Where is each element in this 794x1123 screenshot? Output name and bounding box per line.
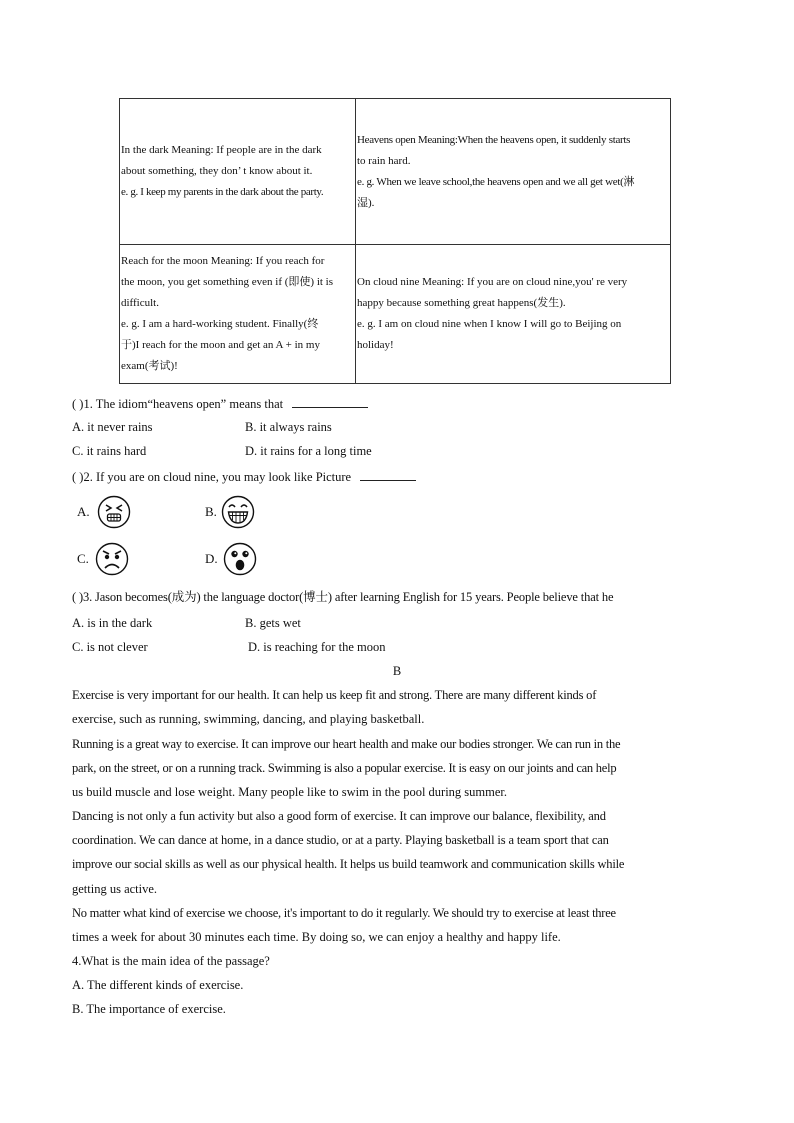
answer-blank — [360, 468, 416, 481]
cell-line: happy because something great happens(发生). — [357, 297, 566, 309]
passage-line: getting us active. — [72, 882, 158, 896]
idiom-cell-heavens-open — [356, 99, 671, 245]
passage-line: improve our social skills as well as our physical health. It helps us build teamwork and communication skills while — [72, 857, 625, 871]
q2-option-c-label: C. — [77, 551, 89, 566]
q1-option-a: A. it never rains — [72, 420, 153, 434]
cell-line: e. g. I am on cloud nine when I know I will go to Beijing on — [357, 318, 622, 330]
q1-option-d: D. it rains for a long time — [245, 444, 372, 458]
passage-line: park, on the street, or on a running track. Swimming is also a popular exercise. It is easy on our joints and can help — [72, 761, 617, 775]
q3-option-a: A. is in the dark — [72, 616, 153, 630]
q1-option-b: B. it always rains — [245, 420, 332, 434]
question-3-stem: ( )3. Jason becomes(成为) the language doctor(博士) after learning English for 15 years. People believe that he — [72, 590, 614, 604]
cell-line: e. g. I am a hard-working student. Finally(终 — [121, 318, 319, 330]
question-2 — [72, 468, 416, 485]
cell-line: e. g. When we leave school,the heavens open and we all get wet(淋 — [357, 175, 635, 188]
squinting-face-icon — [97, 495, 131, 529]
q4-option-a: A. The different kinds of exercise. — [72, 978, 244, 992]
cell-line: In the dark Meaning: If people are in the dark — [121, 144, 322, 156]
shocked-face-icon — [223, 542, 257, 576]
cell-line: Reach for the moon Meaning: If you reach for — [121, 255, 325, 267]
answer-blank — [292, 395, 368, 408]
passage-line: Exercise is very important for our health. It can help us keep fit and strong. There are many different kinds of — [72, 688, 597, 702]
question-4-stem: 4.What is the main idea of the passage? — [72, 954, 270, 968]
q2-option-b-label: B. — [205, 504, 217, 519]
cell-line: exam(考试)! — [121, 360, 178, 372]
q2-option-a-label: A. — [77, 504, 90, 519]
cell-line: 湿). — [357, 196, 375, 209]
cell-line: about something, they don’ t know about it. — [121, 165, 313, 177]
q3-option-d: D. is reaching for the moon — [248, 640, 386, 654]
q3-option-b: B. gets wet — [245, 616, 301, 630]
question-3 — [72, 589, 613, 605]
cell-line: Heavens open Meaning:When the heavens open, it suddenly starts — [357, 133, 631, 146]
passage-line: times a week for about 30 minutes each time. By doing so, we can enjoy a healthy and happy life. — [72, 930, 561, 944]
question-2-stem: ( )2. If you are on cloud nine, you may look like Picture — [72, 470, 352, 484]
passage-line: coordination. We can dance at home, in a dance studio, or at a party. Playing basketball is a team sport that can — [72, 833, 609, 847]
idiom-cell-reach-for-the-moon — [120, 245, 356, 384]
idiom-cell-in-the-dark — [120, 99, 356, 245]
passage-line: us build muscle and lose weight. Many people like to swim in the pool during summer. — [72, 785, 508, 799]
q4-option-b: B. The importance of exercise. — [72, 1002, 226, 1016]
question-1 — [72, 395, 368, 412]
cell-line: On cloud nine Meaning: If you are on cloud nine,you' re very — [357, 276, 628, 288]
cell-line: difficult. — [121, 297, 159, 309]
section-b-heading: B — [392, 664, 402, 678]
idiom-table — [119, 98, 671, 384]
cell-line: holiday! — [357, 339, 394, 351]
cell-line: to rain hard. — [357, 154, 411, 167]
cell-line: 于)I reach for the moon and get an A + in my — [121, 339, 320, 351]
q1-option-c: C. it rains hard — [72, 444, 147, 458]
passage-line: exercise, such as running, swimming, dancing, and playing basketball. — [72, 712, 425, 726]
passage-line: Running is a great way to exercise. It can improve our heart health and make our bodies stronger. We can run in the — [72, 737, 621, 751]
q2-option-d-label: D. — [205, 551, 218, 566]
idiom-cell-on-cloud-nine — [356, 245, 671, 384]
grinning-face-icon — [221, 495, 255, 529]
cell-line: e. g. I keep my parents in the dark about the party. — [121, 186, 324, 198]
passage-line: Dancing is not only a fun activity but also a good form of exercise. It can improve our balance, flexibility, and — [72, 809, 606, 823]
angry-face-icon — [95, 542, 129, 576]
passage-line: No matter what kind of exercise we choose, it's important to do it regularly. We should try to exercise at least three — [72, 906, 616, 920]
question-1-stem: ( )1. The idiom“heavens open” means that — [72, 397, 284, 411]
cell-line: the moon, you get something even if (即使) it is — [121, 276, 334, 288]
q3-option-c: C. is not clever — [72, 640, 148, 654]
